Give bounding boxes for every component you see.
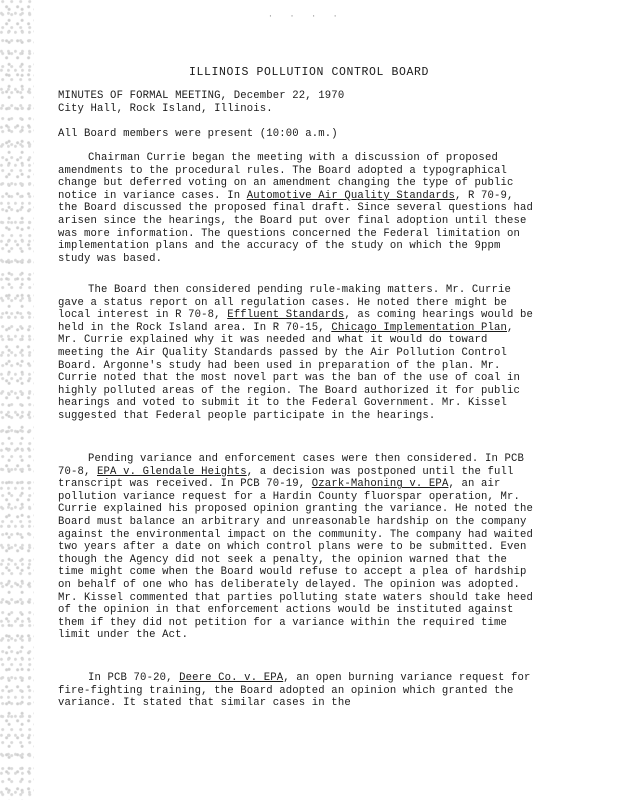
paragraph-rule-making bbox=[58, 284, 536, 423]
case-reference: Automotive Air Quality Standards bbox=[246, 189, 455, 202]
meeting-date-line: MINUTES OF FORMAL MEETING, December 22, 1970 bbox=[58, 90, 345, 102]
paragraph-text: , Mr. Currie explained why it was needed and what it would do toward meeting the Air Quality Standards passed by the Air Pollution Control Board. Argonne's study had been used in preparation of the plan. Mr. Currie noted that the most novel part was the ban of the use of coal in highly polluted areas of the region. The Board authorized it for public hearings and voted to submit it to the Federal Government. Mr. Kissel suggested that Federal people participate in the hearings. bbox=[58, 321, 521, 422]
paragraph-text: In PCB 70-20, bbox=[88, 672, 180, 684]
attendance-text: All Board members were present (10:00 a.m.) bbox=[58, 128, 338, 140]
paragraph-text: The Board then considered pending rule-making matters. Mr. Currie gave a status report on all regulation cases. He noted there might be local interest in R 70-8, bbox=[58, 284, 511, 322]
scan-edge-noise bbox=[0, 0, 34, 800]
case-reference: EPA v. Glendale Heights bbox=[97, 465, 247, 478]
paragraph-open-burning bbox=[58, 672, 536, 710]
paragraph-text: , R 70-9, the Board discussed the proposed final draft. Since several questions had arisen since the hearings, the Board put over final adoption until these was more information. The questions concerned the Federal limitation on implementation plans and the accuracy of the study on which the 9ppm study was based. bbox=[58, 189, 534, 265]
scan-specks: · · · · bbox=[268, 12, 344, 21]
paragraph-text: , an open burning variance request for fire-fighting training, the Board adopted an opinion which granted the variance. It stated that similar cases in the bbox=[58, 672, 531, 710]
attendance-line bbox=[58, 128, 536, 141]
paragraph-text: Chairman Currie began the meeting with a discussion of proposed amendments to the procedural rules. The Board adopted a typographical change but deferred voting on an amendment changing the type of public notice in variance cases. In bbox=[58, 152, 514, 202]
case-reference: Ozark-Mahoning v. EPA bbox=[311, 478, 449, 491]
case-reference: Chicago Implementation Plan bbox=[331, 321, 508, 334]
meeting-info bbox=[58, 90, 536, 115]
paragraph-text: Pending variance and enforcement cases were then considered. In PCB 70-8, bbox=[58, 453, 524, 478]
paragraph-text: , a decision was postponed until the full transcript was received. In PCB 70-19, bbox=[58, 465, 514, 491]
case-reference: Deere Co. v. EPA bbox=[179, 672, 284, 684]
document-heading: ILLINOIS POLLUTION CONTROL BOARD bbox=[188, 66, 430, 79]
meeting-location-line: City Hall, Rock Island, Illinois. bbox=[58, 102, 273, 115]
paragraph-text: , an air pollution variance request for a Hardin County fluorspar operation, Mr. Currie explained his proposed opinion granting the variance. He noted the Board must balance an arbitrary and unreasonable hardship on the company against the environmental impact on the community. The company had waited two years after a date on which control plans were to be submitted. Even though the Agency did not seek a penalty, the opinion warned that the time might come when the Board would refuse to accept a plea of hardship on behalf of one who has deliberately delayed. The opinion was adopted. Mr. Kissel commented that parties polluting state waters should take heed of the opinion in that enforcement actions would be instituted against them if they did not petition for a variance within the required time limit under the Act. bbox=[58, 478, 534, 642]
paragraph-variance-enforcement bbox=[58, 453, 536, 642]
case-reference: Effluent Standards bbox=[227, 309, 345, 322]
paragraph-text: , as coming hearings would be held in the Rock Island area. In R 70-15, bbox=[58, 309, 534, 334]
paragraph-procedural-rules bbox=[58, 152, 536, 265]
